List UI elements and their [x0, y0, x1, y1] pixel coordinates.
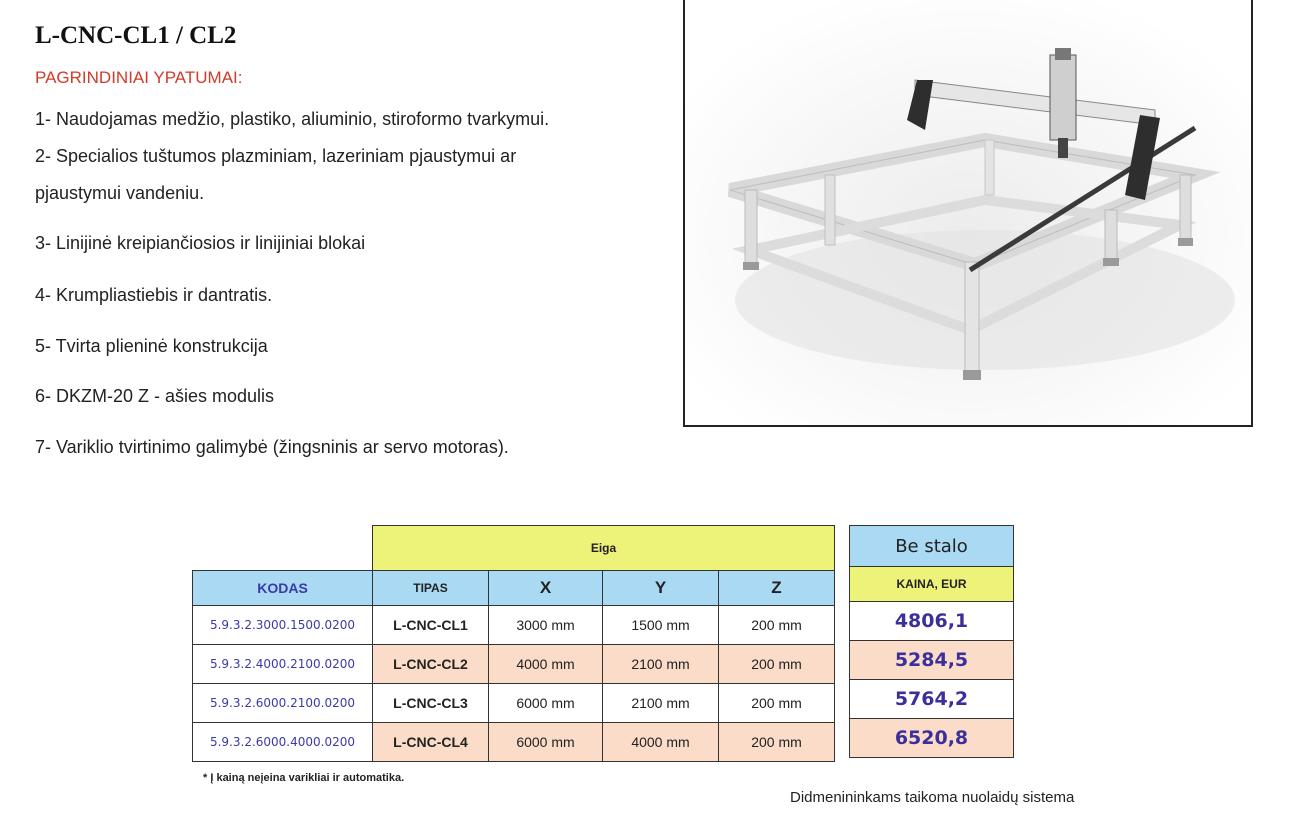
page-title: L-CNC-CL1 / CL2: [35, 22, 237, 49]
feature-line-2: 2- Specialios tuštumos plazminiam, lazeriniam pjaustymui ar: [35, 146, 517, 166]
row-code: 5.9.3.2.4000.2100.0200: [193, 645, 373, 684]
row-type: L-CNC-CL1: [373, 606, 489, 645]
table-row: [193, 645, 835, 684]
price-subheader: KAINA, EUR: [850, 567, 1014, 602]
spec-table: [192, 525, 835, 762]
row-type: L-CNC-CL4: [373, 723, 489, 762]
price-value: 5764,2: [850, 680, 1014, 719]
row-y: 4000 mm: [603, 723, 719, 762]
table-row: [193, 723, 835, 762]
feature-line-3: 3- Linijinė kreipiančiosios ir linijiniai blokai: [35, 233, 366, 253]
product-photo: [683, 0, 1253, 427]
feature-line-4: 4- Krumpliastiebis ir dantratis.: [35, 285, 273, 305]
row-x: 4000 mm: [489, 645, 603, 684]
feature-line-6: 6- DKZM-20 Z - ašies modulis: [35, 386, 275, 406]
empty-corner: [193, 526, 373, 571]
price-table: [849, 525, 1014, 758]
x-header: X: [489, 571, 603, 606]
row-y: 2100 mm: [603, 645, 719, 684]
z-header: Z: [719, 571, 835, 606]
row-y: 2100 mm: [603, 684, 719, 723]
price-value: 6520,8: [850, 719, 1014, 758]
eiga-header: Eiga: [373, 526, 835, 571]
discount-note: Didmenininkams taikoma nuolaidų sistema: [790, 789, 1075, 806]
row-code: 5.9.3.2.6000.4000.0200: [193, 723, 373, 762]
feature-line-2-cont: pjaustymui vandeniu.: [35, 183, 205, 203]
feature-line-7: 7- Variklio tvirtinimo galimybė (žingsninis ar servo motoras).: [35, 437, 509, 457]
row-code: 5.9.3.2.6000.2100.0200: [193, 684, 373, 723]
y-header: Y: [603, 571, 719, 606]
price-value: 5284,5: [850, 641, 1014, 680]
row-type: L-CNC-CL2: [373, 645, 489, 684]
price-value: 4806,1: [850, 602, 1014, 641]
kodas-header: KODAS: [193, 571, 373, 606]
row-z: 200 mm: [719, 606, 835, 645]
price-footnote: * Į kainą neįeina varikliai ir automatika.: [203, 772, 405, 784]
tipas-header: TIPAS: [373, 571, 489, 606]
row-code: 5.9.3.2.3000.1500.0200: [193, 606, 373, 645]
feature-line-1: 1- Naudojamas medžio, plastiko, aliuminio, stiroformo tvarkymui.: [35, 109, 550, 129]
row-z: 200 mm: [719, 684, 835, 723]
row-x: 6000 mm: [489, 684, 603, 723]
table-row: [193, 684, 835, 723]
row-type: L-CNC-CL3: [373, 684, 489, 723]
table-row: [193, 606, 835, 645]
price-header: Be stalo: [850, 526, 1014, 567]
feature-line-5: 5- Tvirta plieninė konstrukcija: [35, 336, 268, 356]
cnc-machine-illustration: [685, 0, 1251, 425]
row-x: 6000 mm: [489, 723, 603, 762]
row-y: 1500 mm: [603, 606, 719, 645]
features-heading: PAGRINDINIAI YPATUMAI:: [35, 68, 243, 87]
row-z: 200 mm: [719, 723, 835, 762]
row-z: 200 mm: [719, 645, 835, 684]
row-x: 3000 mm: [489, 606, 603, 645]
